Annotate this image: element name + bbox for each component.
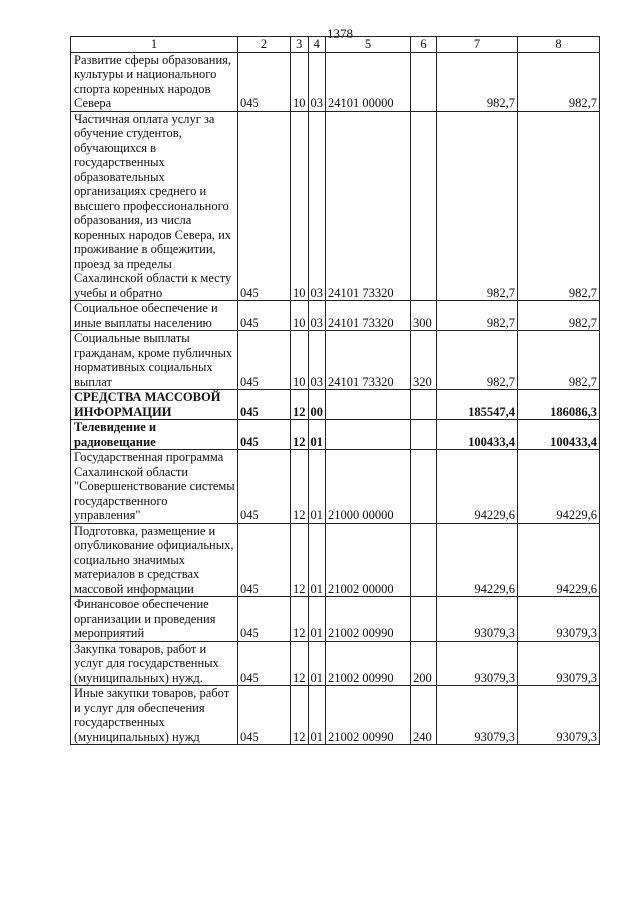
col-header-1: 1 [71,37,238,53]
amount-col8: 982,7 [518,52,600,111]
table-row [71,390,600,420]
ministry-code: 045 [238,420,291,450]
col-header-2: 2 [238,37,291,53]
target-article [326,390,411,420]
section-code: 12 [291,390,309,420]
section-code: 12 [291,641,309,686]
row-name: Закупка товаров, работ и услуг для государственных (муниципальных) нужд. [71,641,238,686]
section-code: 10 [291,301,309,331]
amount-col7: 982,7 [437,301,518,331]
table-row [71,420,600,450]
row-name: Финансовое обеспечение организации и проведения мероприятий [71,597,238,642]
expense-type [411,390,437,420]
amount-col8: 982,7 [518,111,600,301]
ministry-code: 045 [238,450,291,524]
row-name: Социальные выплаты гражданам, кроме публичных нормативных социальных выплат [71,331,238,390]
subsection-code: 03 [308,301,326,331]
amount-col7: 93079,3 [437,686,518,745]
subsection-code: 01 [308,641,326,686]
ministry-code: 045 [238,301,291,331]
section-code: 12 [291,523,309,597]
ministry-code: 045 [238,390,291,420]
amount-col7: 94229,6 [437,523,518,597]
subsection-code: 03 [308,331,326,390]
table-row [71,641,600,686]
expense-type: 300 [411,301,437,331]
target-article: 21002 00990 [326,686,411,745]
subsection-code: 01 [308,597,326,642]
target-article: 24101 73320 [326,331,411,390]
table-row [71,52,600,111]
amount-col7: 93079,3 [437,597,518,642]
amount-col8: 982,7 [518,331,600,390]
section-code: 12 [291,597,309,642]
target-article: 24101 73320 [326,301,411,331]
table-row [71,331,600,390]
amount-col7: 93079,3 [437,641,518,686]
subsection-code: 01 [308,420,326,450]
expense-type: 200 [411,641,437,686]
table-row [71,450,600,524]
section-code: 12 [291,420,309,450]
row-name: Частичная оплата услуг за обучение студентов, обучающихся в государственных образовательных организациях среднего и высшего профессионального образования, из числа коренных народов Севера, их проживание в общежитии, проезд за пределы Сахалинской области к месту учебы и обратно [71,111,238,301]
subsection-code: 01 [308,450,326,524]
table-row [71,686,600,745]
section-code: 10 [291,52,309,111]
row-name: Телевидение и радиовещание [71,420,238,450]
expense-type [411,52,437,111]
expense-type [411,450,437,524]
table-row [71,523,600,597]
amount-col8: 94229,6 [518,450,600,524]
target-article: 21002 00990 [326,641,411,686]
col-header-7: 7 [437,37,518,53]
expense-type: 240 [411,686,437,745]
ministry-code: 045 [238,111,291,301]
ministry-code: 045 [238,686,291,745]
amount-col8: 982,7 [518,301,600,331]
amount-col7: 982,7 [437,52,518,111]
row-name: Иные закупки товаров, работ и услуг для обеспечения государственных (муниципальных) нужд [71,686,238,745]
row-name: СРЕДСТВА МАССОВОЙ ИНФОРМАЦИИ [71,390,238,420]
amount-col8: 93079,3 [518,686,600,745]
amount-col8: 186086,3 [518,390,600,420]
subsection-code: 03 [308,52,326,111]
amount-col7: 982,7 [437,331,518,390]
header-row [71,37,600,53]
row-name: Подготовка, размещение и опубликование официальных, социально значимых материалов в средствах массовой информации [71,523,238,597]
amount-col8: 100433,4 [518,420,600,450]
table-row [71,597,600,642]
target-article: 24101 00000 [326,52,411,111]
table-row [71,111,600,301]
ministry-code: 045 [238,331,291,390]
amount-col7: 94229,6 [437,450,518,524]
expense-type [411,597,437,642]
amount-col8: 93079,3 [518,641,600,686]
section-code: 10 [291,331,309,390]
subsection-code: 01 [308,686,326,745]
col-header-4: 4 [308,37,326,53]
table-row [71,301,600,331]
ministry-code: 045 [238,52,291,111]
row-name: Социальное обеспечение и иные выплаты населению [71,301,238,331]
amount-col8: 94229,6 [518,523,600,597]
target-article: 21002 00000 [326,523,411,597]
page-number: 1378 [327,26,353,41]
amount-col8: 93079,3 [518,597,600,642]
row-name: Развитие сферы образования, культуры и национального спорта коренных народов Севера [71,52,238,111]
subsection-code: 01 [308,523,326,597]
row-name: Государственная программа Сахалинской области "Совершенствование системы государственного управления" [71,450,238,524]
section-code: 12 [291,450,309,524]
expense-type [411,420,437,450]
amount-col7: 185547,4 [437,390,518,420]
col-header-3: 3 [291,37,309,53]
ministry-code: 045 [238,641,291,686]
subsection-code: 00 [308,390,326,420]
budget-table [70,36,600,745]
expense-type: 320 [411,331,437,390]
col-header-6: 6 [411,37,437,53]
target-article [326,420,411,450]
expense-type [411,523,437,597]
section-code: 10 [291,111,309,301]
subsection-code: 03 [308,111,326,301]
section-code: 12 [291,686,309,745]
ministry-code: 045 [238,597,291,642]
ministry-code: 045 [238,523,291,597]
target-article: 21002 00990 [326,597,411,642]
amount-col7: 100433,4 [437,420,518,450]
col-header-5: 5 [326,37,411,53]
target-article: 24101 73320 [326,111,411,301]
col-header-8: 8 [518,37,600,53]
amount-col7: 982,7 [437,111,518,301]
expense-type [411,111,437,301]
target-article: 21000 00000 [326,450,411,524]
